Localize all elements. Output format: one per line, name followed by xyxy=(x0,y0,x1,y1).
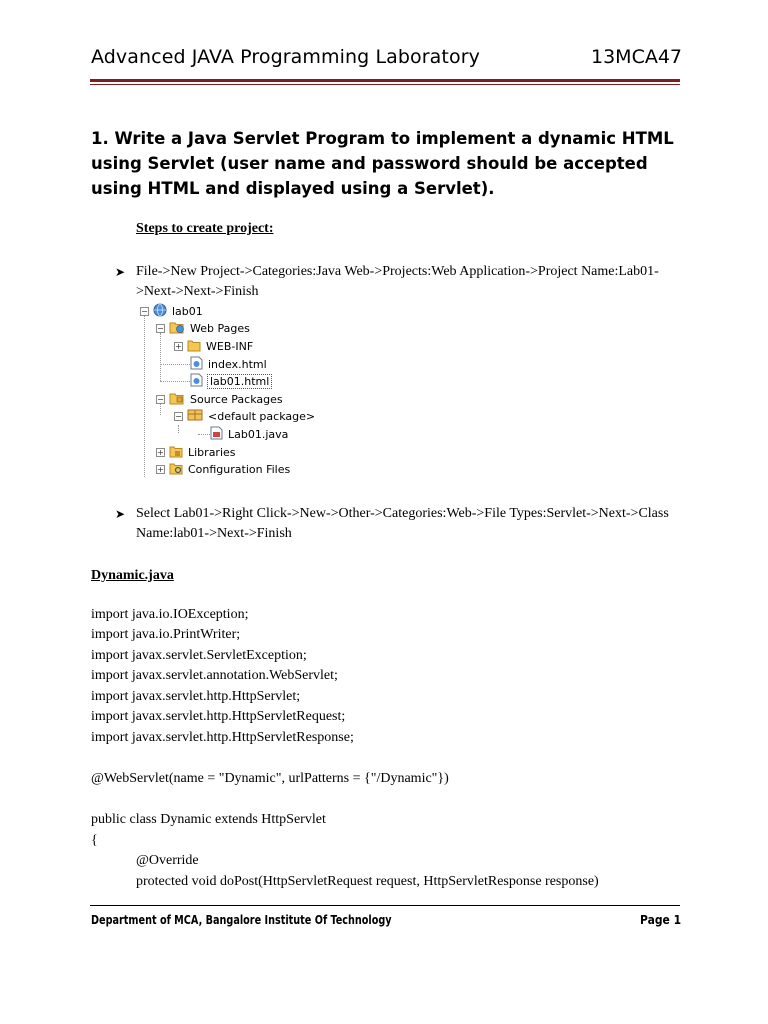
tree-label-root: lab01 xyxy=(172,304,203,318)
folder-icon xyxy=(187,338,201,355)
tree-node-web-inf[interactable] xyxy=(174,338,253,354)
java-file-icon xyxy=(210,426,223,443)
import-line: import java.io.IOException; xyxy=(91,607,249,622)
tree-node-default-package[interactable] xyxy=(174,408,315,424)
import-line: import java.io.PrintWriter; xyxy=(91,627,241,642)
tree-label-web-pages: Web Pages xyxy=(190,321,250,335)
tree-label-web-inf: WEB-INF xyxy=(206,339,254,353)
steps-heading: Steps to create project: xyxy=(136,221,274,236)
import-line: import javax.servlet.http.HttpServlet; xyxy=(91,689,301,704)
open-brace-line: { xyxy=(91,833,98,848)
method-signature-line: protected void doPost(HttpServletRequest request, HttpServletResponse response) xyxy=(136,874,599,889)
config-folder-icon xyxy=(169,461,183,478)
question-heading: 1. Write a Java Servlet Program to implement a dynamic HTML using Servlet (user name and password should be accepted using HTML and displayed using a Servlet). xyxy=(91,129,674,198)
import-line: import javax.servlet.http.HttpServletRequest; xyxy=(91,709,346,724)
html-file-icon xyxy=(190,356,203,373)
import-line: import javax.servlet.ServletException; xyxy=(91,648,307,663)
code-file-heading: Dynamic.java xyxy=(91,568,174,583)
tree-node-source-packages[interactable] xyxy=(156,391,283,407)
collapse-icon[interactable]: − xyxy=(175,411,182,421)
import-line: import javax.servlet.annotation.WebServlet; xyxy=(91,668,338,683)
expand-icon[interactable]: + xyxy=(157,447,164,457)
tree-label-configuration-files: Configuration Files xyxy=(188,462,291,476)
tree-node-lab01-html[interactable] xyxy=(190,373,271,389)
bullet-arrow-icon: ➤ xyxy=(115,265,126,279)
document-header-title: Advanced JAVA Programming Laboratory xyxy=(91,46,480,68)
class-declaration-line: public class Dynamic extends HttpServlet xyxy=(91,812,326,827)
footer-department: Department of MCA, Bangalore Institute Of Technology xyxy=(91,912,392,927)
globe-icon xyxy=(153,303,167,320)
tree-label-lab01-html: lab01.html xyxy=(210,374,270,388)
tree-label-default-package: <default package> xyxy=(208,409,316,423)
html-file-icon xyxy=(190,373,203,390)
footer-rule xyxy=(90,905,680,906)
tree-node-web-pages[interactable] xyxy=(156,320,250,336)
import-line: import javax.servlet.http.HttpServletResponse; xyxy=(91,730,354,745)
header-rule-thin xyxy=(90,84,680,85)
tree-node-lab01-java[interactable] xyxy=(210,426,288,442)
expand-icon[interactable]: + xyxy=(157,464,164,474)
footer-page-number: Page 1 xyxy=(640,912,682,927)
libraries-icon xyxy=(169,444,183,461)
course-code: 13MCA47 xyxy=(591,46,683,68)
tree-node-index[interactable] xyxy=(190,356,267,372)
tree-label-index: index.html xyxy=(208,357,267,371)
tree-node-root[interactable] xyxy=(140,303,203,319)
override-annotation-line: @Override xyxy=(136,853,199,868)
tree-label-libraries: Libraries xyxy=(188,445,236,459)
collapse-icon[interactable]: − xyxy=(141,306,148,316)
folder-globe-icon xyxy=(169,320,185,337)
project-tree xyxy=(140,301,370,481)
tree-node-libraries[interactable] xyxy=(156,444,236,460)
tree-node-configuration-files[interactable] xyxy=(156,461,290,477)
package-icon xyxy=(187,408,203,424)
header-rule-thick xyxy=(90,79,680,82)
step-item: Select Lab01->Right Click->New->Other->Categories:Web->File Types:Servlet->Next->Class Name:lab01->Next->Finish xyxy=(136,506,669,541)
collapse-icon[interactable]: − xyxy=(157,394,164,404)
step-item: File->New Project->Categories:Java Web->Projects:Web Application->Project Name:Lab01->Next->Next->Finish xyxy=(136,264,659,299)
bullet-arrow-icon: ➤ xyxy=(115,507,126,521)
collapse-icon[interactable]: − xyxy=(157,323,164,333)
servlet-annotation-line: @WebServlet(name = "Dynamic", urlPatterns = {"/Dynamic"}) xyxy=(91,771,449,786)
tree-label-source-packages: Source Packages xyxy=(190,392,283,406)
expand-icon[interactable]: + xyxy=(175,341,182,351)
package-folder-icon xyxy=(169,391,185,408)
tree-label-lab01-java: Lab01.java xyxy=(228,427,289,441)
